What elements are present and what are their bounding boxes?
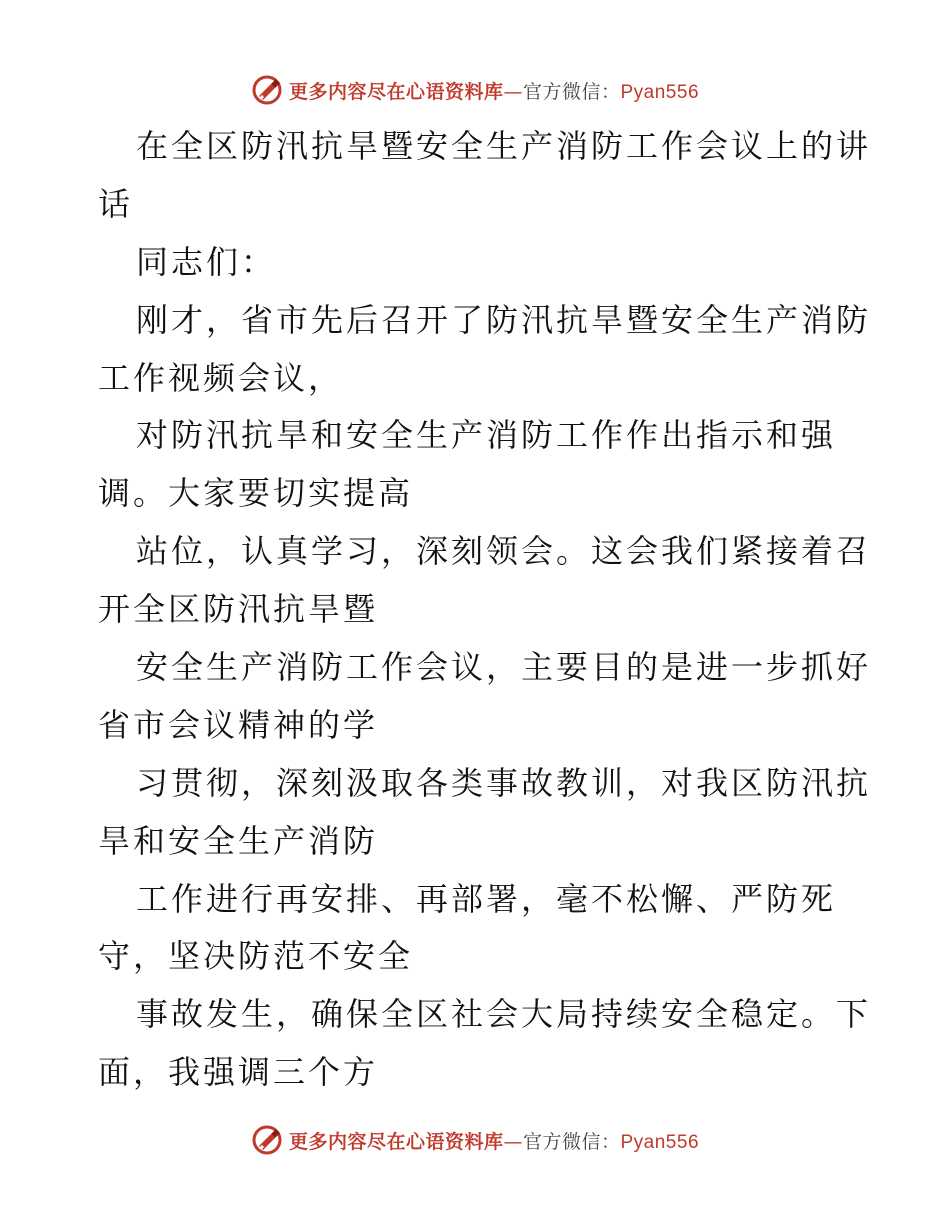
banner-dash: — xyxy=(503,80,523,103)
text-line: 事故发生，确保全区社会大局持续安全稳定。下 xyxy=(136,995,872,1034)
text-line: 旱和安全生产消防 xyxy=(98,821,379,860)
banner-dash: — xyxy=(503,1130,523,1153)
header-banner xyxy=(0,70,950,110)
text-line: 工作进行再安排、再部署，毫不松懈、严防死 xyxy=(136,879,837,918)
banner-wechat-label: 官方微信： xyxy=(522,1130,621,1153)
pen-logo-icon xyxy=(251,74,283,106)
text-line: 守，坚决防范不安全 xyxy=(98,937,414,976)
text-line: 在全区防汛抗旱暨安全生产消防工作会议上的讲 xyxy=(136,127,872,165)
text-line: 站位，认真学习，深刻领会。这会我们紧接着召 xyxy=(136,532,872,571)
text-line: 面，我强调三个方 xyxy=(98,1053,379,1092)
text-line: 调。大家要切实提高 xyxy=(98,474,414,513)
text-line: 安全生产消防工作会议，主要目的是进一步抓好 xyxy=(136,648,872,687)
text-line: 同志们： xyxy=(136,242,277,281)
text-line: 刚才，省市先后召开了防汛抗旱暨安全生产消防 xyxy=(136,300,872,339)
text-line: 话 xyxy=(98,184,134,223)
banner-wechat-id: Pyan556 xyxy=(620,1131,700,1153)
banner-site-text: 更多内容尽在心语资料库 xyxy=(288,1130,504,1153)
speech-body xyxy=(98,118,872,1102)
text-line: 习贯彻，深刻汲取各类事故教训，对我区防汛抗 xyxy=(136,763,872,802)
pen-logo-icon xyxy=(251,1124,283,1156)
text-line: 省市会议精神的学 xyxy=(98,705,379,744)
banner-wechat-id: Pyan556 xyxy=(620,81,700,103)
banner-wechat-label: 官方微信： xyxy=(522,80,621,103)
footer-banner xyxy=(0,1120,950,1160)
text-line: 对防汛抗旱和安全生产消防工作作出指示和强 xyxy=(136,416,837,455)
banner-site-text: 更多内容尽在心语资料库 xyxy=(288,80,504,103)
text-line: 工作视频会议， xyxy=(98,358,344,397)
text-line: 开全区防汛抗旱暨 xyxy=(98,590,379,629)
